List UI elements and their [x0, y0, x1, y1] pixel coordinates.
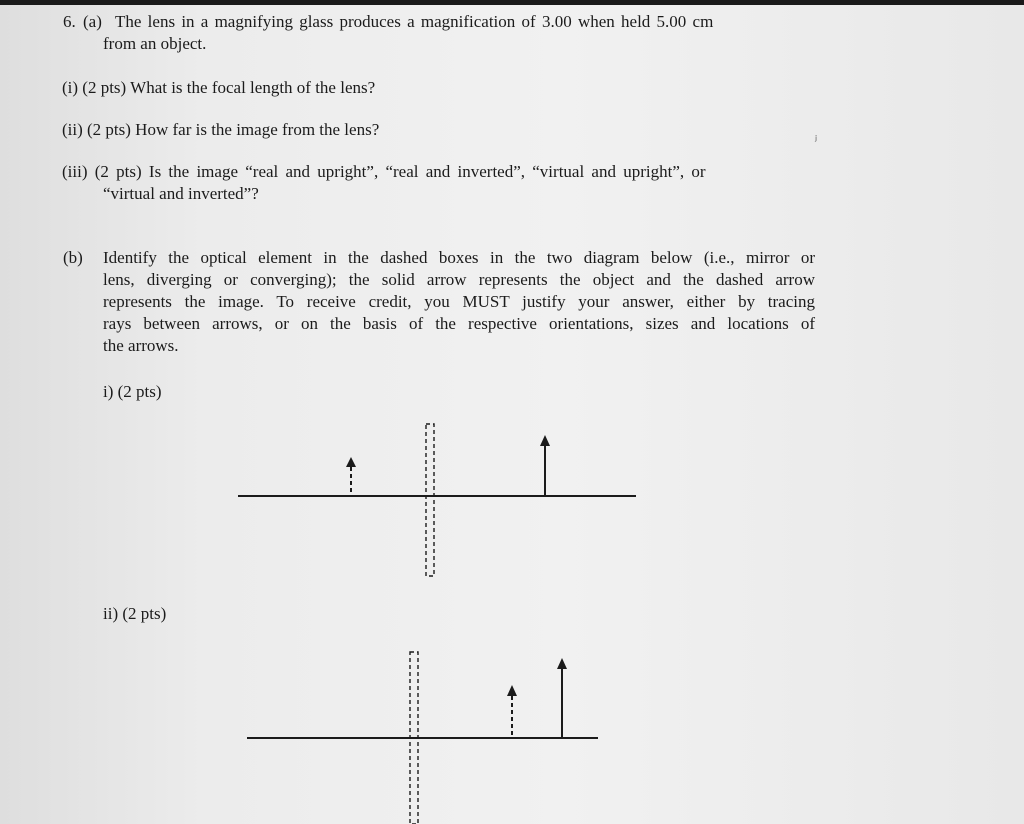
- worksheet-page: [0, 5, 1024, 824]
- diagram-ii-label: ii) (2 pts): [103, 604, 167, 623]
- diagram-ii: [0, 5, 1024, 824]
- image-arrow-dashed-ii: [507, 685, 517, 738]
- part-a-sub-iii-line2: “virtual and inverted”?: [103, 184, 259, 203]
- part-b-line: lens, diverging or converging); the solid arrow represents the object and the dashed arrow: [103, 270, 815, 289]
- part-b-line: rays between arrows, or on the basis of the respective orientations, sizes and locations of: [103, 314, 815, 333]
- part-a-sub-ii: (ii) (2 pts) How far is the image from the lens?: [62, 120, 380, 139]
- margin-mark: ⱼ: [815, 129, 818, 143]
- part-a-sub-iii-line1: (iii) (2 pts) Is the image “real and upright”, “real and inverted”, “virtual and upright”, or: [62, 162, 706, 181]
- part-a-line1: The lens in a magnifying glass produces a magnification of 3.00 when held 5.00 cm: [115, 12, 714, 31]
- object-arrow-solid-ii: [557, 658, 567, 738]
- part-a-sub-i: (i) (2 pts) What is the focal length of the lens?: [62, 78, 376, 97]
- part-b-line: the arrows.: [103, 336, 179, 355]
- part-a-label: (a): [83, 12, 102, 31]
- part-b-line: represents the image. To receive credit, you MUST justify your answer, either by tracing: [103, 292, 815, 311]
- part-b-label: (b): [63, 248, 83, 267]
- question-number: 6.: [63, 12, 76, 31]
- part-b-line: Identify the optical element in the dashed boxes in the two diagram below (i.e., mirror or: [103, 248, 815, 267]
- part-a-line2: from an object.: [103, 34, 207, 53]
- diagram-i-label: i) (2 pts): [103, 382, 162, 401]
